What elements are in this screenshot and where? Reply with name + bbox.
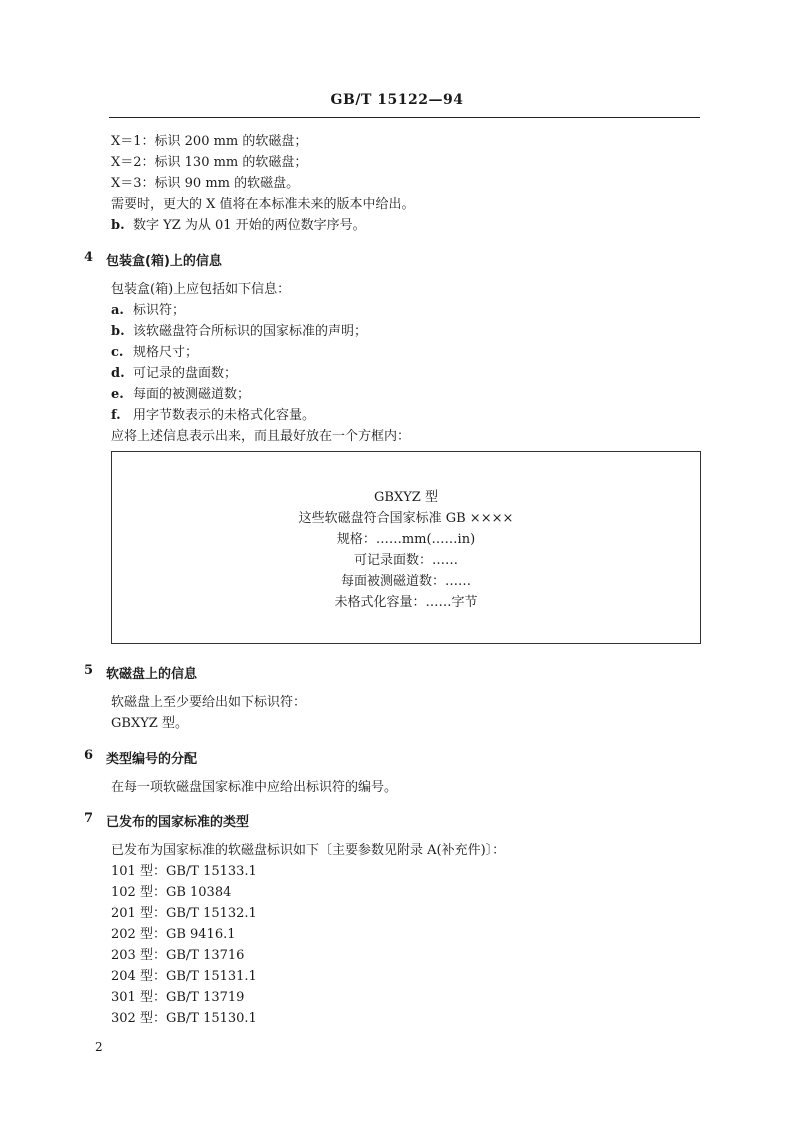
page-number: 2 (95, 1040, 103, 1054)
section-4-title: 包装盒(箱)上的信息 (106, 254, 222, 269)
x3-line: X＝3：标识 90 mm 的软磁盘。 (111, 176, 300, 191)
x-future-line: 需要时，更大的 X 值将在本标准未来的版本中给出。 (111, 197, 415, 212)
s4-item-d (111, 365, 237, 383)
section-6-number: 6 (84, 748, 94, 763)
item-marker: a. (111, 303, 124, 318)
x1-line: X＝1：标识 200 mm 的软磁盘； (111, 134, 308, 149)
item-marker: d. (111, 366, 125, 381)
item-text: 数字 YZ 为从 01 开始的两位数字序号。 (133, 218, 366, 233)
x2-line: X＝2：标识 130 mm 的软磁盘； (111, 155, 308, 170)
s4-item-a (111, 302, 185, 320)
box-line-capacity: 未格式化容量：……字节 (334, 595, 478, 610)
item-text: 该软磁盘符合所标识的国家标准的声明； (133, 324, 368, 339)
box-line-standard: 这些软磁盘符合国家标准 GB ×××× (298, 511, 514, 526)
item-marker: b. (111, 324, 125, 339)
page-header: GB/T 15122—94 (330, 92, 464, 108)
s7-list-item: 204 型：GB/T 15131.1 (111, 969, 257, 984)
item-marker: e. (111, 387, 124, 402)
s6-p1: 在每一项软磁盘国家标准中应给出标识符的编号。 (111, 780, 398, 795)
item-text: 标识符； (133, 303, 186, 318)
section-7-number: 7 (84, 811, 94, 826)
box-line-surfaces: 可记录面数：…… (353, 553, 458, 568)
item-b-top (111, 217, 366, 235)
item-text: 每面的被测磁道数； (133, 387, 251, 402)
item-text: 用字节数表示的未格式化容量。 (133, 408, 316, 423)
s5-p1: 软磁盘上至少要给出如下标识符： (111, 695, 307, 710)
section-5-number: 5 (84, 663, 94, 678)
box-line-tracks: 每面被测磁道数：…… (340, 574, 471, 589)
s7-list-item: 201 型：GB/T 15132.1 (111, 906, 257, 921)
header-rule (109, 117, 700, 118)
item-marker: b. (111, 218, 125, 233)
item-marker: c. (111, 345, 124, 360)
s4-intro: 包装盒(箱)上应包括如下信息： (111, 282, 291, 297)
s7-list-item: 101 型：GB/T 15133.1 (111, 864, 257, 879)
section-7-title: 已发布的国家标准的类型 (106, 815, 250, 830)
s7-list-item: 102 型：GB 10384 (111, 885, 232, 900)
box-line-size: 规格：……mm(……in) (336, 532, 476, 547)
item-text: 可记录的盘面数； (133, 366, 238, 381)
s4-item-c (111, 344, 198, 362)
s4-item-f (111, 407, 315, 425)
info-box (111, 451, 701, 644)
s7-list-item: 302 型：GB/T 15130.1 (111, 1011, 257, 1026)
s5-p2: GBXYZ 型。 (111, 716, 188, 731)
s7-intro: 已发布为国家标准的软磁盘标识如下〔主要参数见附录 A(补充件)〕： (111, 843, 506, 858)
item-text: 规格尺寸； (133, 345, 199, 360)
s7-list-item: 203 型：GB/T 13716 (111, 948, 245, 963)
s4-item-b (111, 323, 367, 341)
box-line-type: GBXYZ 型 (374, 490, 438, 505)
s7-list-item: 301 型：GB/T 13719 (111, 990, 245, 1005)
section-6-title: 类型编号的分配 (106, 752, 198, 767)
item-marker: f. (111, 408, 121, 423)
s7-list-item: 202 型：GB 9416.1 (111, 927, 236, 942)
section-4-number: 4 (84, 250, 94, 265)
s4-outro: 应将上述信息表示出来，而且最好放在一个方框内： (111, 429, 411, 444)
section-5-title: 软磁盘上的信息 (106, 667, 198, 682)
s4-item-e (111, 386, 250, 404)
